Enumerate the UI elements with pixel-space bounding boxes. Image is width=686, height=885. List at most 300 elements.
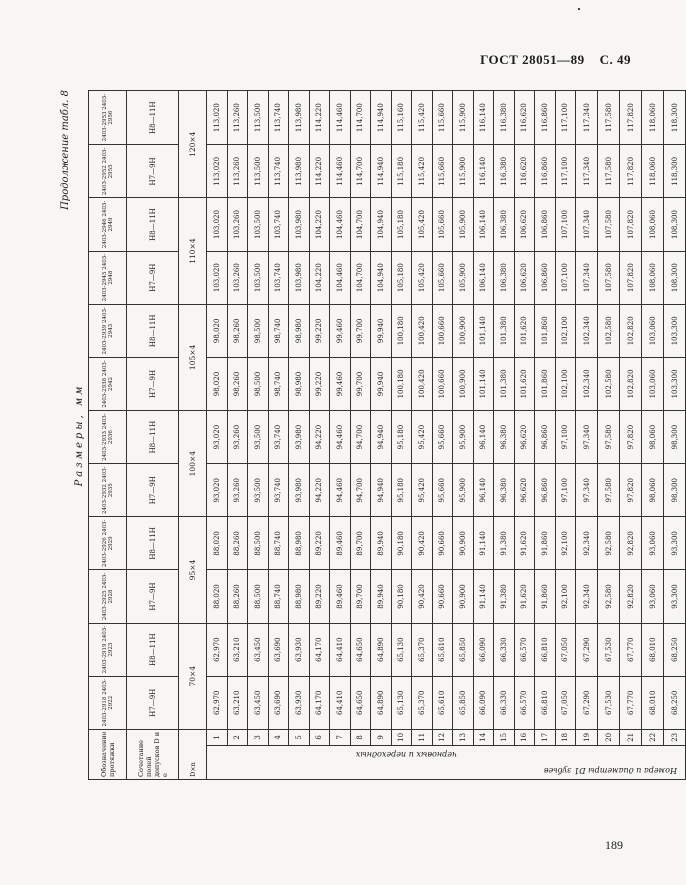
diameter-value: 93,260 [227, 464, 248, 517]
diameter-value: 101,380 [494, 357, 515, 410]
diameter-value: 115,660 [432, 91, 453, 145]
diameter-value: 103,740 [268, 251, 289, 304]
table-row [453, 91, 474, 780]
diameter-value: 108,060 [642, 198, 664, 251]
diameter-value: 89,700 [350, 570, 371, 623]
table-row [642, 91, 664, 780]
diameter-value: 63,450 [248, 676, 269, 729]
diameter-value: 104,940 [371, 198, 392, 251]
diameter-value: 101,140 [473, 357, 494, 410]
size-header: 120×4 [179, 91, 207, 198]
size-header: 70×4 [179, 623, 207, 729]
diameter-value: 113,260 [227, 145, 248, 198]
diameter-value: 67,770 [620, 676, 642, 729]
diameter-value: 63,690 [268, 676, 289, 729]
diameter-value: 117,580 [598, 145, 620, 198]
diameter-value: 103,060 [642, 304, 664, 357]
tolerance-field: H7—9H [127, 676, 179, 729]
diameter-value: 102,340 [576, 357, 598, 410]
header-row-size [179, 91, 207, 780]
diameter-value: 89,460 [330, 517, 351, 570]
continuation-title: Продолжение табл. 8 [60, 90, 71, 210]
sizes-title: Размеры, мм [74, 383, 85, 487]
diameter-value: 105,180 [391, 251, 412, 304]
diameter-value: 94,940 [371, 464, 392, 517]
diameter-value: 89,220 [309, 570, 330, 623]
diameter-value: 96,140 [473, 411, 494, 464]
table-row [664, 91, 686, 780]
diameter-value: 104,220 [309, 198, 330, 251]
diameter-value: 107,580 [598, 198, 620, 251]
standard-number: ГОСТ 28051—89 [480, 52, 585, 67]
diameter-value: 93,300 [664, 517, 686, 570]
diameter-value: 95,660 [432, 411, 453, 464]
side-label-inner: черновых и переходных [355, 750, 457, 759]
tooth-number: 17 [535, 729, 556, 745]
diameter-value: 62,970 [207, 623, 228, 676]
scan-speck [578, 8, 580, 10]
diameter-value: 63,930 [289, 676, 310, 729]
tooth-number: 4 [268, 729, 289, 745]
tolerance-field: H7—9H [127, 145, 179, 198]
diameter-value: 103,020 [207, 251, 228, 304]
diameter-value: 115,420 [412, 91, 433, 145]
diameter-value: 98,260 [227, 357, 248, 410]
diameter-value: 67,290 [576, 676, 598, 729]
diameter-value: 95,900 [453, 411, 474, 464]
diameter-value: 103,980 [289, 198, 310, 251]
table-row [473, 91, 494, 780]
diameter-value: 89,940 [371, 570, 392, 623]
header-row-tolerance [127, 91, 179, 780]
diameter-value: 117,820 [620, 145, 642, 198]
diameter-value: 114,940 [371, 91, 392, 145]
tolerance-field: H8—11H [127, 411, 179, 464]
diameter-value: 64,170 [309, 676, 330, 729]
diameter-value: 98,300 [664, 411, 686, 464]
diameter-value: 102,340 [576, 304, 598, 357]
diameter-value: 65,130 [391, 676, 412, 729]
diameter-value: 66,810 [535, 623, 556, 676]
diameter-value: 88,500 [248, 517, 269, 570]
diameter-value: 99,220 [309, 304, 330, 357]
diameter-value: 95,420 [412, 464, 433, 517]
diameter-value: 118,060 [642, 91, 664, 145]
diameter-value: 98,980 [289, 304, 310, 357]
diameter-value: 63,210 [227, 623, 248, 676]
diameter-value: 65,370 [412, 623, 433, 676]
diameter-value: 68,010 [642, 676, 664, 729]
diameter-value: 92,340 [576, 517, 598, 570]
side-label-cell [207, 745, 686, 779]
diameter-value: 103,740 [268, 198, 289, 251]
diameter-value: 117,100 [555, 91, 576, 145]
side-label-outer: Номера и диаметры D1 зубьев [543, 766, 677, 775]
designation-code: 2403-2938 2403-2942 [89, 357, 127, 410]
diameter-value: 97,100 [555, 411, 576, 464]
tooth-number: 21 [620, 729, 642, 745]
diameter-value: 63,450 [248, 623, 269, 676]
table-row [289, 91, 310, 780]
diameter-value: 116,140 [473, 145, 494, 198]
size-header: 95×4 [179, 517, 207, 623]
diameter-value: 103,020 [207, 198, 228, 251]
diameter-value: 90,660 [432, 570, 453, 623]
diameter-value: 65,370 [412, 676, 433, 729]
diameter-value: 96,380 [494, 464, 515, 517]
diameter-value: 106,860 [535, 251, 556, 304]
diameter-value: 88,740 [268, 570, 289, 623]
diameter-value: 108,060 [642, 251, 664, 304]
diameter-value: 63,210 [227, 676, 248, 729]
diameter-value: 90,660 [432, 517, 453, 570]
diameter-value: 62,970 [207, 676, 228, 729]
diameter-value: 96,860 [535, 464, 556, 517]
diameter-value: 105,900 [453, 251, 474, 304]
diameter-value: 113,020 [207, 91, 228, 145]
diameter-value: 116,140 [473, 91, 494, 145]
diameter-value: 64,410 [330, 623, 351, 676]
tooth-number: 23 [664, 729, 686, 745]
diameter-value: 99,700 [350, 357, 371, 410]
diameter-value: 93,980 [289, 411, 310, 464]
diameter-value: 90,420 [412, 570, 433, 623]
diameter-value: 88,980 [289, 570, 310, 623]
diameter-value: 103,260 [227, 251, 248, 304]
designation-code: 2403-2918 2403-2922 [89, 676, 127, 729]
diameter-value: 107,340 [576, 251, 598, 304]
diameter-value: 103,980 [289, 251, 310, 304]
diameter-value: 105,900 [453, 198, 474, 251]
tooth-number: 14 [473, 729, 494, 745]
tolerance-field: H8—11H [127, 91, 179, 145]
diameter-value: 107,340 [576, 198, 598, 251]
diameter-value: 68,010 [642, 623, 664, 676]
diameter-value: 103,300 [664, 357, 686, 410]
diameter-value: 66,330 [494, 676, 515, 729]
tolerance-field: H7—9H [127, 464, 179, 517]
diameter-value: 116,620 [514, 145, 535, 198]
designation-code: 2403-2945 2403-2948 [89, 251, 127, 304]
table-row [391, 91, 412, 780]
diameter-value: 114,460 [330, 145, 351, 198]
designation-code: 2403-2926 2403-2929 [89, 517, 127, 570]
diameter-value: 90,900 [453, 570, 474, 623]
diameter-value: 67,290 [576, 623, 598, 676]
diameter-value: 115,660 [432, 145, 453, 198]
diameter-value: 96,140 [473, 464, 494, 517]
table-row [350, 91, 371, 780]
table-row [576, 91, 598, 780]
tooth-number: 20 [598, 729, 620, 745]
diameter-value: 91,380 [494, 570, 515, 623]
diameter-value: 91,860 [535, 517, 556, 570]
diameter-value: 92,580 [598, 517, 620, 570]
diameter-value: 113,740 [268, 91, 289, 145]
diameter-value: 98,060 [642, 464, 664, 517]
diameter-value: 108,300 [664, 251, 686, 304]
diameter-value: 118,300 [664, 91, 686, 145]
diameter-value: 114,460 [330, 91, 351, 145]
diameter-value: 93,500 [248, 411, 269, 464]
diameter-value: 104,460 [330, 251, 351, 304]
diameter-value: 99,460 [330, 304, 351, 357]
table-row [371, 91, 392, 780]
size-header: 110×4 [179, 198, 207, 304]
diameter-value: 105,180 [391, 198, 412, 251]
diameter-value: 101,860 [535, 304, 556, 357]
diameter-value: 96,620 [514, 411, 535, 464]
diameter-value: 98,260 [227, 304, 248, 357]
diameter-value: 106,140 [473, 198, 494, 251]
tolerance-field: H8—11H [127, 304, 179, 357]
designation-code: 2403-2953 2403-2956 [89, 91, 127, 145]
diameter-value: 94,220 [309, 464, 330, 517]
diameter-value: 68,250 [664, 676, 686, 729]
diameter-value: 93,500 [248, 464, 269, 517]
diameter-value: 97,580 [598, 464, 620, 517]
diameter-value: 91,140 [473, 517, 494, 570]
diameter-value: 102,820 [620, 304, 642, 357]
diameter-value: 101,140 [473, 304, 494, 357]
diameter-value: 94,700 [350, 464, 371, 517]
diameter-value: 94,940 [371, 411, 392, 464]
diameter-value: 102,580 [598, 357, 620, 410]
diameter-value: 97,340 [576, 464, 598, 517]
designation-code: 2403-2946 2403-2949 [89, 198, 127, 251]
diameter-value: 105,660 [432, 198, 453, 251]
table-row [494, 91, 515, 780]
diameter-value: 104,940 [371, 251, 392, 304]
diameter-value: 101,620 [514, 357, 535, 410]
diameter-value: 92,100 [555, 517, 576, 570]
diameter-value: 98,740 [268, 357, 289, 410]
diameter-value: 66,330 [494, 623, 515, 676]
diameter-value: 102,100 [555, 304, 576, 357]
diameter-value: 106,860 [535, 198, 556, 251]
diameter-value: 96,380 [494, 411, 515, 464]
tooth-number: 6 [309, 729, 330, 745]
tolerance-field: H7—9H [127, 570, 179, 623]
diameter-value: 91,620 [514, 517, 535, 570]
diameter-value: 107,580 [598, 251, 620, 304]
diameter-value: 65,130 [391, 623, 412, 676]
diameter-value: 113,500 [248, 145, 269, 198]
diameter-value: 99,700 [350, 304, 371, 357]
diameter-value: 97,100 [555, 464, 576, 517]
tooth-number: 13 [453, 729, 474, 745]
diameter-value: 99,940 [371, 304, 392, 357]
table-row [207, 91, 228, 780]
diameter-value: 118,300 [664, 145, 686, 198]
diameter-value: 90,420 [412, 517, 433, 570]
diameter-value: 106,380 [494, 251, 515, 304]
diameter-value: 103,500 [248, 251, 269, 304]
diameter-value: 116,860 [535, 91, 556, 145]
tooth-number: 22 [642, 729, 664, 745]
diameter-value: 99,460 [330, 357, 351, 410]
tooth-number: 9 [371, 729, 392, 745]
table-row [268, 91, 289, 780]
designation-code: 2403-2925 2403-2928 [89, 570, 127, 623]
table-row [555, 91, 576, 780]
rotated-table-region [60, 90, 679, 780]
diameter-value: 101,860 [535, 357, 556, 410]
diameter-value: 114,220 [309, 91, 330, 145]
diameter-value: 99,940 [371, 357, 392, 410]
diameter-value: 97,340 [576, 411, 598, 464]
diameter-value: 107,100 [555, 251, 576, 304]
diameter-value: 95,180 [391, 464, 412, 517]
diameter-value: 97,580 [598, 411, 620, 464]
diameter-value: 95,180 [391, 411, 412, 464]
diameter-value: 63,690 [268, 623, 289, 676]
diameter-value: 115,420 [412, 145, 433, 198]
diameter-value: 89,220 [309, 517, 330, 570]
designation-label: Обозначение протяжки [89, 729, 127, 779]
diameter-value: 100,900 [453, 357, 474, 410]
diameter-value: 88,020 [207, 517, 228, 570]
tolerance-field: H7—9H [127, 357, 179, 410]
diameter-value: 66,090 [473, 623, 494, 676]
size-header: 105×4 [179, 304, 207, 410]
diameter-value: 89,460 [330, 570, 351, 623]
diameter-value: 90,180 [391, 517, 412, 570]
diameter-value: 98,060 [642, 411, 664, 464]
diameter-value: 114,220 [309, 145, 330, 198]
diameter-value: 92,100 [555, 570, 576, 623]
designation-code: 2403-2932 2403-2935 [89, 464, 127, 517]
diameter-value: 104,700 [350, 251, 371, 304]
designation-code: 2403-2933 2403-2936 [89, 411, 127, 464]
diameter-value: 94,700 [350, 411, 371, 464]
diameter-value: 105,420 [412, 198, 433, 251]
diameter-value: 96,620 [514, 464, 535, 517]
header-page: С. 49 [599, 52, 631, 67]
diameter-value: 67,530 [598, 676, 620, 729]
diameter-value: 67,530 [598, 623, 620, 676]
diameter-value: 94,460 [330, 411, 351, 464]
table-row [535, 91, 556, 780]
dimensions-table [88, 90, 686, 780]
diameter-value: 92,340 [576, 570, 598, 623]
diameter-value: 93,740 [268, 464, 289, 517]
tooth-number: 1 [207, 729, 228, 745]
diameter-value: 113,500 [248, 91, 269, 145]
diameter-value: 98,500 [248, 304, 269, 357]
diameter-value: 115,180 [391, 145, 412, 198]
page-header [480, 52, 631, 68]
diameter-value: 101,380 [494, 304, 515, 357]
diameter-value: 106,620 [514, 198, 535, 251]
diameter-value: 88,260 [227, 517, 248, 570]
table-row [598, 91, 620, 780]
diameter-value: 88,980 [289, 517, 310, 570]
diameter-value: 64,650 [350, 623, 371, 676]
diameter-value: 100,420 [412, 304, 433, 357]
diameter-value: 64,890 [371, 623, 392, 676]
diameter-value: 93,260 [227, 411, 248, 464]
diameter-value: 116,620 [514, 91, 535, 145]
diameter-value: 107,820 [620, 198, 642, 251]
page-number: 189 [605, 838, 623, 852]
table-row [514, 91, 535, 780]
diameter-value: 100,420 [412, 357, 433, 410]
tolerance-label: Сочетание полей допусков D и e [127, 729, 179, 779]
diameter-value: 95,420 [412, 411, 433, 464]
diameter-value: 108,300 [664, 198, 686, 251]
diameter-value: 117,100 [555, 145, 576, 198]
diameter-value: 92,820 [620, 517, 642, 570]
diameter-value: 68,250 [664, 623, 686, 676]
diameter-value: 99,220 [309, 357, 330, 410]
dxn-label: D×n [179, 729, 207, 779]
diameter-value: 97,820 [620, 464, 642, 517]
diameter-value: 114,700 [350, 91, 371, 145]
diameter-value: 116,380 [494, 91, 515, 145]
diameter-value: 113,260 [227, 91, 248, 145]
diameter-value: 66,570 [514, 676, 535, 729]
diameter-value: 115,900 [453, 91, 474, 145]
diameter-value: 104,460 [330, 198, 351, 251]
diameter-value: 89,940 [371, 517, 392, 570]
header-row-designation [89, 91, 127, 780]
diameter-value: 115,160 [391, 91, 412, 145]
diameter-value: 106,140 [473, 251, 494, 304]
diameter-value: 88,020 [207, 570, 228, 623]
diameter-value: 102,580 [598, 304, 620, 357]
diameter-value: 116,380 [494, 145, 515, 198]
diameter-value: 93,020 [207, 464, 228, 517]
diameter-value: 104,700 [350, 198, 371, 251]
tolerance-field: H8—11H [127, 517, 179, 570]
diameter-value: 92,580 [598, 570, 620, 623]
diameter-value: 103,060 [642, 357, 664, 410]
diameter-value: 88,500 [248, 570, 269, 623]
diameter-value: 66,570 [514, 623, 535, 676]
diameter-value: 106,620 [514, 251, 535, 304]
diameter-value: 64,890 [371, 676, 392, 729]
tooth-number: 15 [494, 729, 515, 745]
diameter-value: 89,700 [350, 517, 371, 570]
diameter-value: 100,900 [453, 304, 474, 357]
diameter-value: 113,980 [289, 145, 310, 198]
diameter-value: 102,820 [620, 357, 642, 410]
diameter-value: 98,500 [248, 357, 269, 410]
designation-code: 2403-2939 2403-2943 [89, 304, 127, 357]
diameter-value: 100,180 [391, 357, 412, 410]
diameter-value: 117,340 [576, 145, 598, 198]
diameter-value: 65,610 [432, 623, 453, 676]
diameter-value: 95,660 [432, 464, 453, 517]
diameter-value: 93,020 [207, 411, 228, 464]
diameter-value: 113,740 [268, 145, 289, 198]
diameter-value: 117,820 [620, 91, 642, 145]
tooth-number: 18 [555, 729, 576, 745]
diameter-value: 114,700 [350, 145, 371, 198]
tooth-number: 10 [391, 729, 412, 745]
diameter-value: 98,980 [289, 357, 310, 410]
diameter-value: 93,060 [642, 517, 664, 570]
tooth-number: 16 [514, 729, 535, 745]
designation-code: 2403-2952 2403-2955 [89, 145, 127, 198]
diameter-value: 98,020 [207, 357, 228, 410]
diameter-value: 65,610 [432, 676, 453, 729]
diameter-value: 65,850 [453, 676, 474, 729]
tolerance-field: H8—11H [127, 623, 179, 676]
diameter-value: 94,220 [309, 411, 330, 464]
diameter-value: 107,820 [620, 251, 642, 304]
